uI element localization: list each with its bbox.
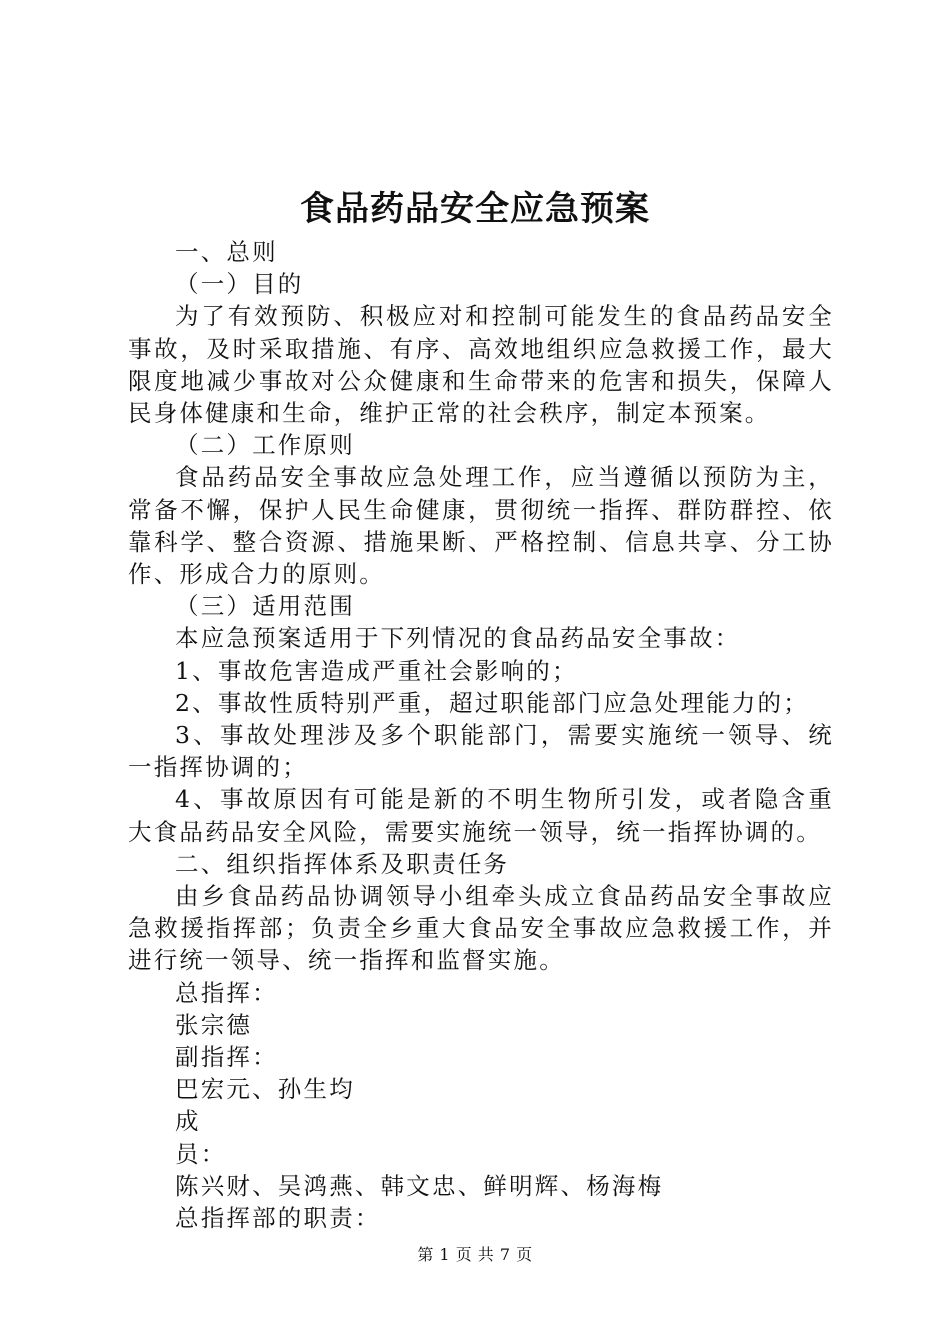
list-item-4: 4、事故原因有可能是新的不明生物所引发，或者隐含重大食品药品安全风险，需要实施统一领导，统一指挥协调的。	[128, 785, 834, 846]
section-heading-organization: 二、组织指挥体系及职责任务	[175, 849, 510, 878]
value-members: 陈兴财、吴鸿燕、韩文忠、鲜明辉、杨海梅	[175, 1171, 664, 1200]
paragraph-organization: 由乡食品药品协调领导小组牵头成立食品药品安全事故应急救援指挥部；负责全乡重大食品安全事故应急救援工作，并进行统一领导、统一指挥和监督实施。	[128, 882, 834, 975]
paragraph-principles: 食品药品安全事故应急处理工作，应当遵循以预防为主，常备不懈，保护人民生命健康，贯彻统一指挥、群防群控、依靠科学、整合资源、措施果断、严格控制、信息共享、分工协作、形成合力的原则。	[128, 463, 834, 589]
list-item-1: 1、事故危害造成严重社会影响的；	[175, 656, 578, 685]
label-commander: 总指挥：	[175, 978, 278, 1007]
list-item-2: 2、事故性质特别严重，超过职能部门应急处理能力的；	[175, 688, 809, 717]
paragraph-purpose: 为了有效预防、积极应对和控制可能发生的食品药品安全事故，及时采取措施、有序、高效地组织应急救援工作，最大限度地减少事故对公众健康和生命带来的危害和损失，保障人民身体健康和生命，维护正常的社会秩序，制定本预案。	[128, 302, 834, 428]
paragraph-scope-intro: 本应急预案适用于下列情况的食品药品安全事故：	[175, 624, 741, 653]
value-deputy-commander: 巴宏元、孙生均	[175, 1075, 355, 1104]
page-footer: 第 1 页 共 7 页	[417, 1245, 533, 1264]
list-item-3: 3、事故处理涉及多个职能部门，需要实施统一领导、统一指挥协调的；	[128, 721, 834, 782]
subsection-heading-scope: （三）适用范围	[175, 592, 355, 621]
section-heading-general: 一、总则	[175, 238, 278, 266]
document-title: 食品药品安全应急预案	[300, 189, 650, 229]
subsection-heading-purpose: （一）目的	[175, 270, 304, 299]
document-body	[128, 236, 834, 1234]
label-deputy-commander: 副指挥：	[175, 1043, 278, 1072]
subsection-heading-principles: （二）工作原则	[175, 431, 355, 460]
label-members-part2: 员：	[175, 1139, 227, 1168]
value-commander: 张宗德	[175, 1010, 253, 1039]
label-members-part1: 成	[175, 1107, 201, 1136]
label-headquarters-duties: 总指挥部的职责：	[175, 1204, 381, 1233]
